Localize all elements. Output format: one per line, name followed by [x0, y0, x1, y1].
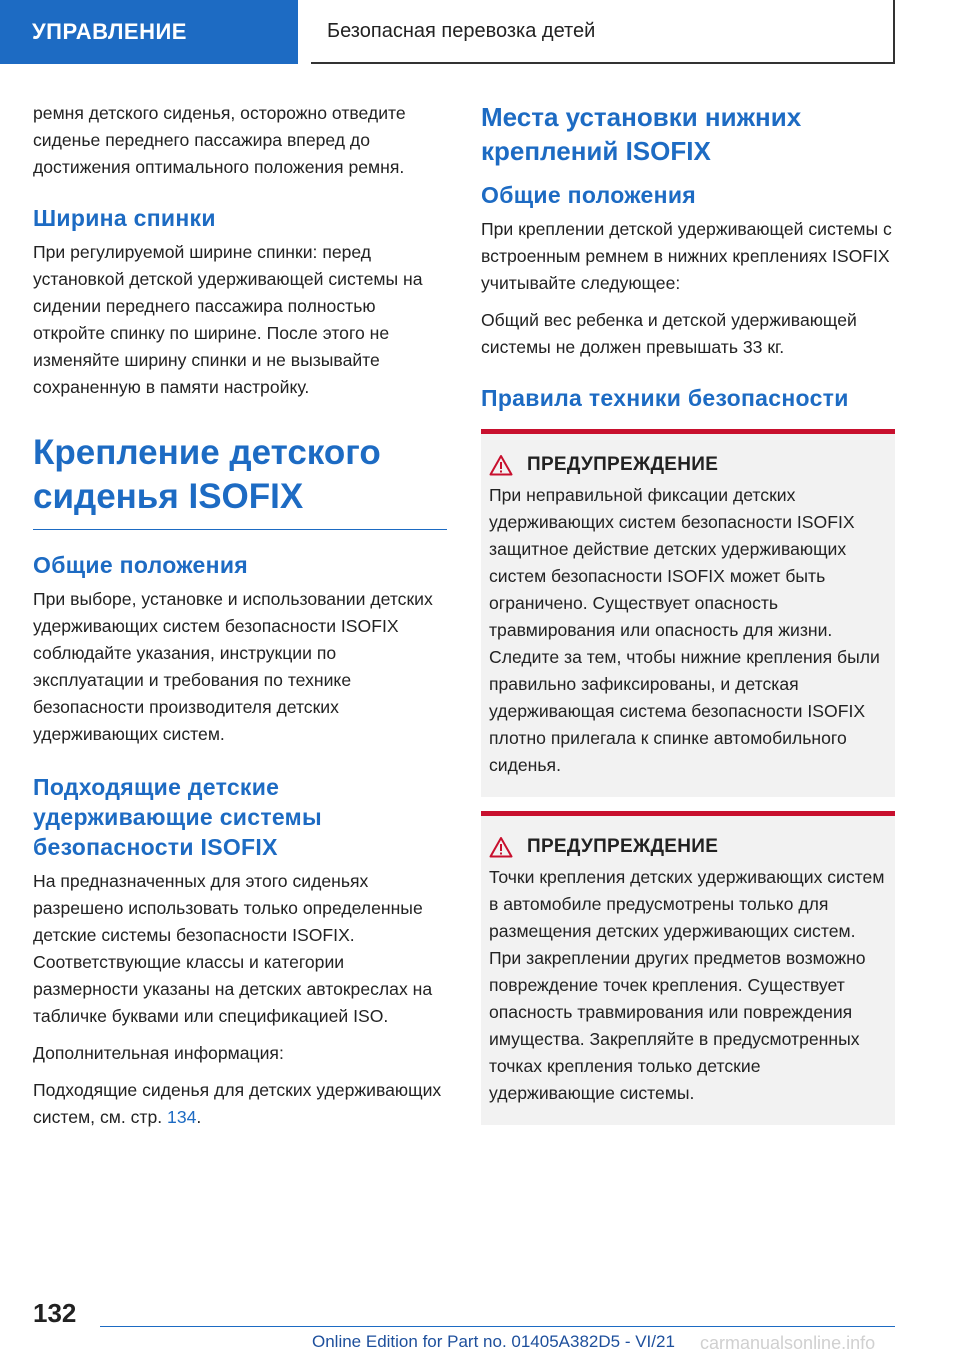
section-tab: УПРАВЛЕНИЕ [0, 0, 298, 64]
warning-box-2 [481, 811, 895, 1125]
page-number: 132 [33, 1298, 77, 1328]
suitable-seats-text: Подходящие сиденья для детских удерживающих систем, см. стр. [33, 1080, 442, 1127]
weight-paragraph: Общий вес ребенка и детской удерживающей системы не должен превышать 33 кг. [481, 310, 857, 357]
left-column [33, 100, 447, 1141]
edition-text: Online Edition for Part no. 01405A382D5 - VI/21 [312, 1332, 675, 1351]
right-column [481, 100, 895, 1125]
width-paragraph: При регулируемой ширине спинки: перед установкой детской удерживающей системы на сидении переднего пассажира полностью откройте спинку по ширине. После этого не изменяйте ширину спинки и не вызывайте сохраненную в памяти настройку. [33, 242, 423, 397]
warning-title-text-1: ПРЕДУПРЕЖДЕНИЕ [527, 454, 719, 475]
warning-triangle-icon [489, 836, 513, 858]
warning-title-text-2: ПРЕДУПРЕЖДЕНИЕ [527, 836, 719, 857]
additional-info: Дополнительная информация: [33, 1043, 284, 1063]
period: . [196, 1107, 202, 1127]
safety-heading: Правила техники безопасности [481, 385, 849, 411]
right-general-heading: Общие положения [481, 182, 696, 208]
warning-box-1 [481, 429, 895, 797]
general-heading: Общие положения [33, 552, 248, 578]
width-heading: Ширина спинки [33, 205, 216, 231]
intro-paragraph: ремня детского сиденья, осторожно отведите сиденье переднего пассажира вперед до достижения оптимального положения ремня. [33, 103, 406, 177]
main-heading: Крепление детского сиденья ISOFIX [33, 433, 381, 516]
warning-title-2 [489, 836, 887, 858]
footer-rule [100, 1326, 895, 1327]
main-heading-block [33, 431, 447, 530]
suitable-heading: Подходящие детские удерживающие системы безопасности ISOFIX [33, 774, 322, 860]
warning-text-2: Точки крепления детских удерживающих систем в автомобиле предусмотрены только для размещения детских удерживающих систем. При закреплении других предметов возможно повреждение точек крепления. Существует опасность травмирования или повреждения имущества. Закрепляйте в предусмотренных точках крепления только детские удерживающие системы. [489, 867, 885, 1103]
suitable-seats-paragraph [33, 1077, 447, 1131]
warning-triangle-icon [489, 454, 513, 476]
watermark: carmanualsonline.info [700, 1333, 876, 1353]
warning-text-1: При неправильной фиксации детских удерживающих систем безопасности ISOFIX защитное действие детских удерживающих систем безопасности ISOFIX может быть ограничено. Существует опасность травмирования или опасность для жизни. Следите за тем, чтобы нижние крепления были правильно зафиксированы, и детская удерживающая система безопасности ISOFIX плотно прилегала к спинке автомобильного сиденья. [489, 485, 880, 775]
warning-title-1 [489, 454, 887, 476]
page-reference-link[interactable]: 134 [167, 1107, 197, 1127]
suitable-paragraph: На предназначенных для этого сиденьях разрешено использовать только определенные детские системы безопасности ISOFIX. Соответствующие классы и категории размерности указаны на детских автокреслах на табличке буквами или спецификацией ISO. [33, 871, 433, 1026]
chapter-title: Безопасная перевозка детей [311, 0, 895, 64]
general-paragraph: При выборе, установке и использовании детских удерживающих систем безопасности ISOFIX соблюдайте указания, инструкции по эксплуатации и требования по технике безопасности производителя детских удерживающих систем. [33, 589, 433, 744]
places-heading: Места установки нижних креплений ISOFIX [481, 102, 802, 166]
right-general-paragraph: При креплении детской удерживающей системы с встроенным ремнем в нижних креплениях ISOFIX учитывайте следующее: [481, 219, 892, 293]
